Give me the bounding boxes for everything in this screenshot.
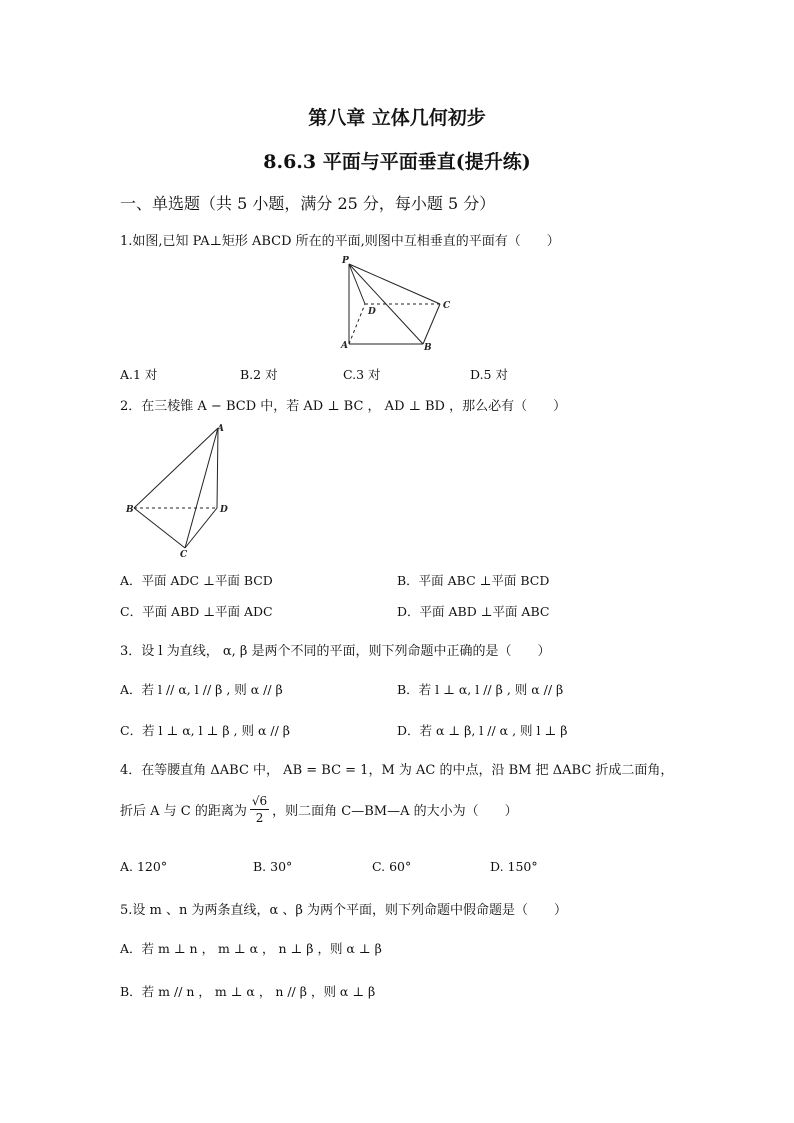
q4-option-b: B. 30° [253,859,293,874]
q1-option-d: D.5 对 [470,367,508,382]
question-1-stem: 1.如图,已知 PA⊥矩形 ABCD 所在的平面,则图中互相垂直的平面有（ ） [120,234,560,249]
q1-option-a: A.1 对 [120,367,158,382]
q2-option-c: C．平面 ABD ⊥平面 ADC [120,604,273,619]
question-4-stem: 4．在等腰直角 ΔABC 中， AB = BC = 1，M 为 AC 的中点，沿 BM 把 ΔABC 折成二面角， [120,763,674,778]
q5-option-a: A．若 m ⊥ n ， m ⊥ α ， n ⊥ β ，则 α ⊥ β [120,941,382,956]
q3-option-a: A．若 l // α, l // β , 则 α // β [120,682,283,697]
fig2-label-a: A [217,424,224,434]
q5-option-b: B．若 m // n ， m ⊥ α ， n // β ，则 α ⊥ β [120,984,376,999]
fig2-label-b: B [126,505,134,515]
question-2-figure [120,420,240,560]
q2-option-d: D．平面 ABD ⊥平面 ABC [397,604,550,619]
q4-line2-after: ，则二面角 C—BM—A 的大小为（ ） [272,804,518,819]
fig1-label-a: A [341,341,348,351]
q4-option-c: C. 60° [372,859,412,874]
q1-option-b: B.2 对 [240,367,278,382]
question-4-stem-line2 [120,793,518,826]
lesson-title: 8.6.3 平面与平面垂直(提升练) [263,151,531,173]
q4-option-d: D. 150° [490,859,538,874]
fig2-label-c: C [180,550,188,560]
section-heading: 一、单选题（共 5 小题，满分 25 分，每小题 5 分） [120,194,496,213]
q2-option-a: A．平面 ADC ⊥平面 BCD [120,573,273,588]
q4-fraction-denominator: 2 [255,811,264,825]
fig1-label-d: D [368,307,376,317]
q3-option-c: C．若 l ⊥ α, l ⊥ β , 则 α // β [120,723,290,738]
fig1-label-c: C [443,301,451,311]
q4-fraction-numerator: √6 [251,794,268,808]
chapter-title: 第八章 立体几何初步 [308,107,486,129]
q2-option-b: B．平面 ABC ⊥平面 BCD [397,573,550,588]
question-5-stem: 5.设 m 、n 为两条直线，α 、β 为两个平面，则下列命题中假命题是（ ） [120,903,568,918]
q4-line2-before: 折后 A 与 C 的距离为 [120,804,247,819]
fig1-label-p: P [342,256,349,266]
question-2-stem: 2．在三棱锥 A − BCD 中，若 AD ⊥ BC ， AD ⊥ BD ，那么必有（ ） [120,399,567,414]
q4-option-a: A. 120° [120,859,168,874]
question-3-stem: 3．设 l 为直线， α, β 是两个不同的平面，则下列命题中正确的是（ ） [120,644,551,659]
fig1-label-b: B [424,343,432,353]
fig2-label-d: D [220,505,228,515]
q1-option-c: C.3 对 [343,367,381,382]
q4-fraction [250,793,269,826]
q3-option-d: D．若 α ⊥ β, l // α , 则 l ⊥ β [397,723,568,738]
q3-option-b: B．若 l ⊥ α, l // β , 则 α // β [397,682,564,697]
question-1-figure [335,252,465,355]
